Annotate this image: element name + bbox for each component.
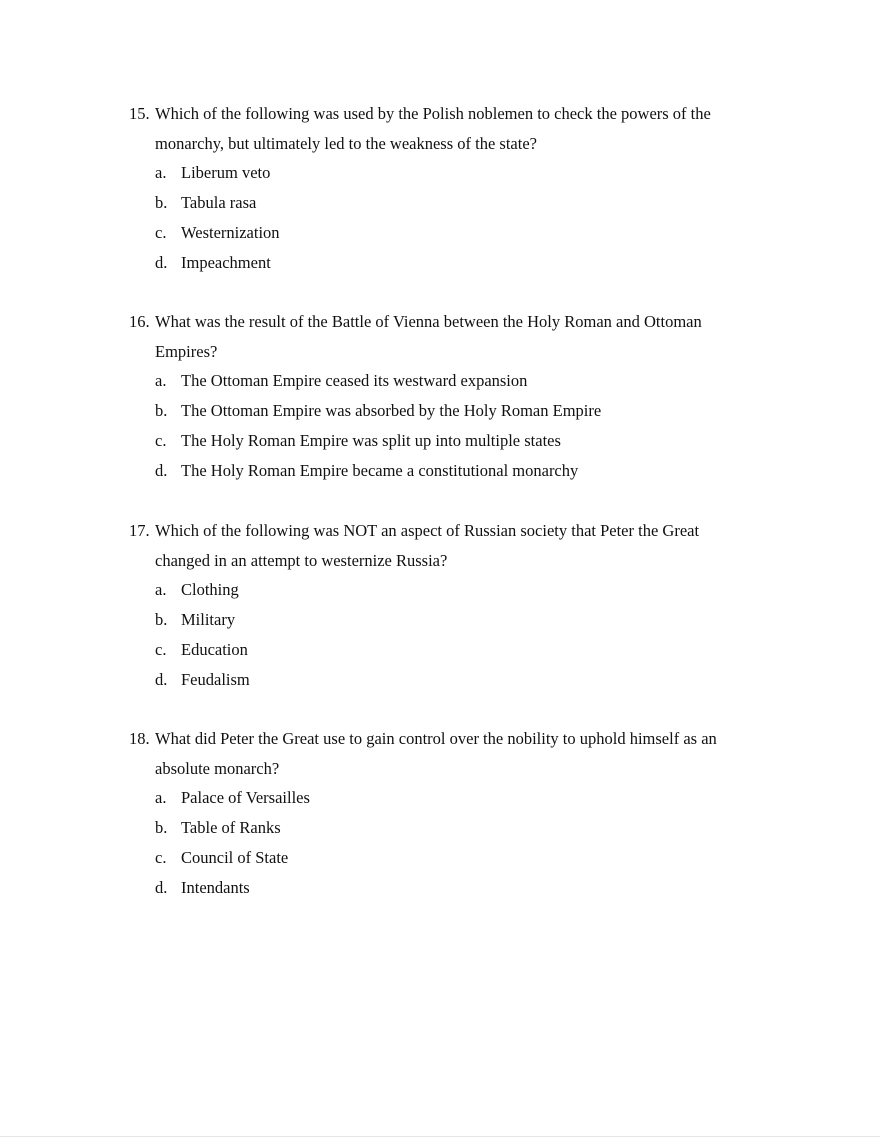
- question-17: [129, 516, 749, 695]
- answer-letter: b.: [155, 818, 168, 837]
- answer-letter: b.: [155, 610, 168, 629]
- answer-text: Westernization: [181, 223, 280, 242]
- answer-option: [155, 665, 749, 695]
- answer-letter: b.: [155, 401, 168, 420]
- answer-option: [155, 605, 749, 635]
- answer-text: Table of Ranks: [181, 818, 281, 837]
- question-number: 18.: [129, 729, 150, 748]
- answer-letter: d.: [155, 878, 168, 897]
- answer-option: [155, 843, 749, 873]
- answer-option: [155, 396, 749, 426]
- page-bottom-edge: [0, 1136, 880, 1137]
- answer-letter: d.: [155, 253, 168, 272]
- answer-list: [155, 366, 749, 486]
- answer-option: [155, 188, 749, 218]
- answer-text: The Holy Roman Empire was split up into multiple states: [181, 431, 561, 450]
- answer-text: The Ottoman Empire was absorbed by the Holy Roman Empire: [181, 401, 602, 420]
- answer-letter: c.: [155, 223, 167, 242]
- answer-option: [155, 635, 749, 665]
- answer-letter: b.: [155, 193, 168, 212]
- answer-option: [155, 366, 749, 396]
- question-stem: [129, 307, 749, 366]
- answer-text: Education: [181, 640, 248, 659]
- answer-letter: d.: [155, 461, 168, 480]
- question-16: [129, 307, 749, 486]
- answer-letter: a.: [155, 163, 167, 182]
- question-number: 17.: [129, 521, 150, 540]
- answer-text: Liberum veto: [181, 163, 271, 182]
- answer-letter: c.: [155, 431, 167, 450]
- answer-option: [155, 158, 749, 188]
- answer-option: [155, 218, 749, 248]
- answer-letter: c.: [155, 640, 167, 659]
- answer-option: [155, 456, 749, 486]
- answer-text: Feudalism: [181, 670, 250, 689]
- question-text: What was the result of the Battle of Vienna between the Holy Roman and Ottoman Empires?: [155, 312, 702, 361]
- answer-text: The Holy Roman Empire became a constitutional monarchy: [181, 461, 579, 480]
- answer-text: Tabula rasa: [181, 193, 257, 212]
- answer-option: [155, 248, 749, 278]
- answer-letter: a.: [155, 371, 167, 390]
- answer-list: [155, 158, 749, 278]
- question-number: 16.: [129, 312, 150, 331]
- question-text: Which of the following was NOT an aspect of Russian society that Peter the Great changed in an attempt to westernize Russia?: [155, 521, 700, 570]
- answer-list: [155, 575, 749, 695]
- question-number: 15.: [129, 104, 150, 123]
- question-stem: [129, 99, 749, 158]
- answer-option: [155, 426, 749, 456]
- answer-letter: c.: [155, 848, 167, 867]
- answer-letter: a.: [155, 580, 167, 599]
- answer-list: [155, 783, 749, 903]
- answer-option: [155, 575, 749, 605]
- answer-text: Impeachment: [181, 253, 271, 272]
- answer-text: Council of State: [181, 848, 289, 867]
- question-text: Which of the following was used by the Polish noblemen to check the powers of the monarchy, but ultimately led to the weakness of the state?: [155, 104, 711, 153]
- answer-option: [155, 813, 749, 843]
- answer-option: [155, 783, 749, 813]
- answer-text: Intendants: [181, 878, 250, 897]
- question-stem: [129, 724, 749, 783]
- question-15: [129, 99, 749, 278]
- question-stem: [129, 516, 749, 575]
- answer-text: Military: [181, 610, 236, 629]
- answer-text: Palace of Versailles: [181, 788, 310, 807]
- answer-letter: d.: [155, 670, 168, 689]
- answer-option: [155, 873, 749, 903]
- question-18: [129, 724, 749, 903]
- answer-text: The Ottoman Empire ceased its westward expansion: [181, 371, 528, 390]
- answer-text: Clothing: [181, 580, 239, 599]
- question-text: What did Peter the Great use to gain control over the nobility to uphold himself as an absolute monarch?: [155, 729, 717, 778]
- answer-letter: a.: [155, 788, 167, 807]
